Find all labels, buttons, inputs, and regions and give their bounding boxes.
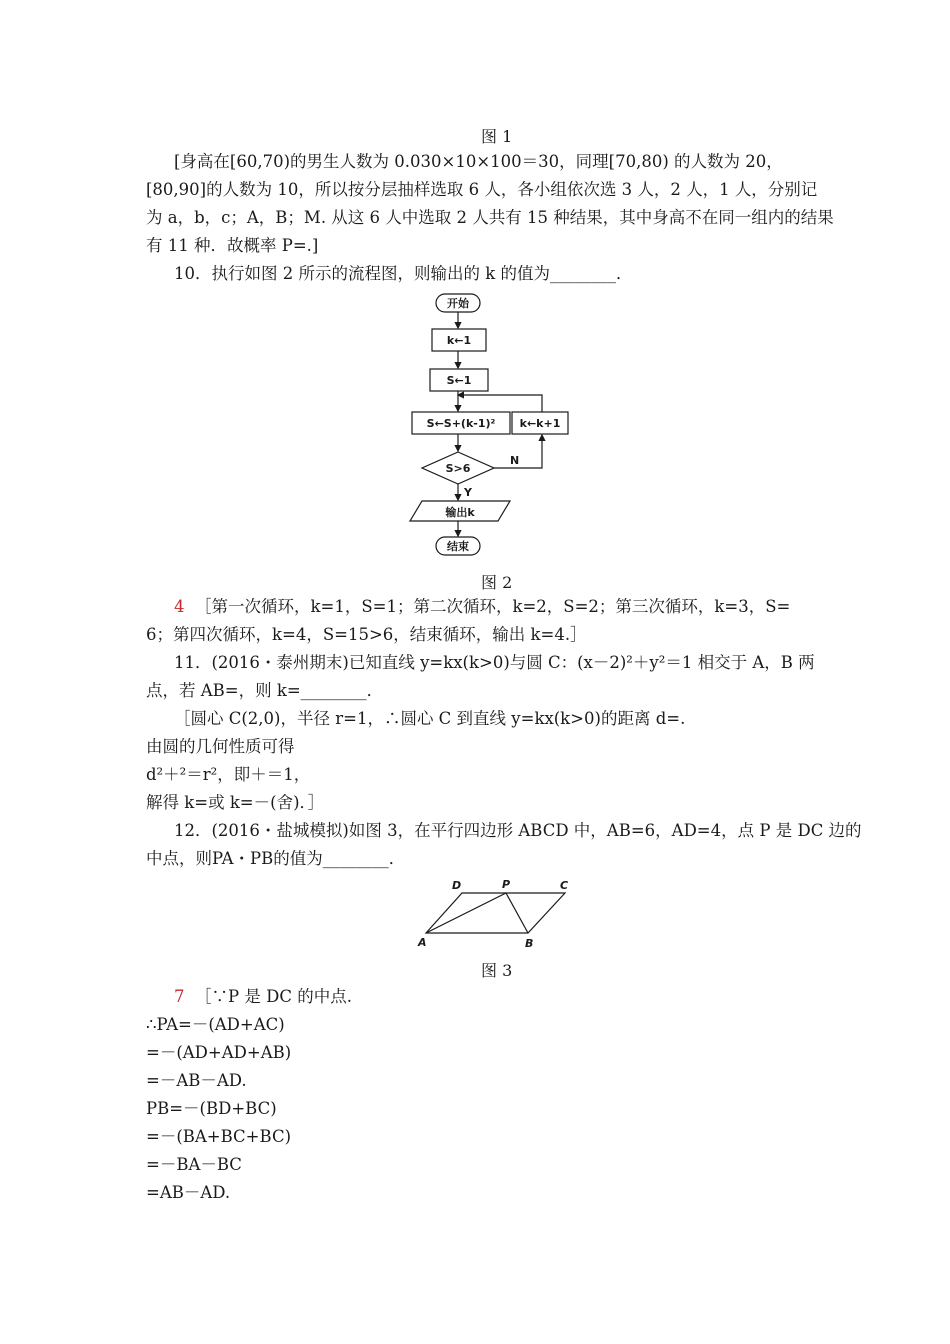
q12-solution-line-4: =－AB－AD. <box>146 1071 247 1090</box>
flowchart <box>400 288 590 563</box>
flowchart-yes-label: Y <box>464 486 472 499</box>
flowchart-condition-label: S>6 <box>445 462 471 475</box>
q10-solution-text: ［第一次循环，k=1，S=1；第二次循环，k=2，S=2；第三次循环，k=3，S= <box>195 597 791 616</box>
parallelogram-figure <box>410 876 580 952</box>
point-p-label: P <box>502 878 511 891</box>
q12-solution-line-6: =－(BA+BC+BC) <box>146 1127 292 1146</box>
vertex-c-label: C <box>560 879 569 892</box>
q10-solution-line-2: 6；第四次循环，k=4，S=15>6，结束循环，输出 k=4.］ <box>146 625 587 644</box>
q11-solution-line-4: 解得 k=或 k=－(舍)．］ <box>146 793 325 812</box>
flowchart-update-s-label: S←S+(k-1)² <box>426 417 496 430</box>
vertex-a-label: A <box>418 936 427 949</box>
question-12-line-2: 中点，则PA・PB的值为________． <box>146 849 406 868</box>
figure-1-caption: 图 1 <box>481 127 513 146</box>
q12-solution-line-1 <box>174 987 352 1007</box>
question-12-line-1: 12．(2016・盐城模拟)如图 3，在平行四边形 ABCD 中，AB=6，AD=4，点 P 是 DC 边的 <box>174 821 862 840</box>
flowchart-init-s-label: S←1 <box>446 374 472 387</box>
q10-solution-line-1 <box>174 597 790 617</box>
q9-solution-line-1: [身高在[60,70)的男生人数为 0.030×10×100＝30，同理[70,80) 的人数为 20， <box>174 152 783 171</box>
q9-solution-line-3: 为 a，b，c；A，B；M. 从这 6 人中选取 2 人共有 15 种结果，其中身高不在同一组内的结果 <box>146 208 834 227</box>
flowchart-start-label: 开始 <box>447 297 469 310</box>
flowchart-output-label: 输出k <box>445 506 475 519</box>
q12-solution-line-2: ∴PA=－(AD+AC) <box>146 1015 285 1034</box>
flowchart-end-label: 结束 <box>447 540 469 553</box>
q11-solution-line-1: ［圆心 C(2,0)，半径 r=1，∴圆心 C 到直线 y=kx(k>0)的距离 d=. <box>174 709 686 728</box>
figure-3-caption: 图 3 <box>481 961 513 980</box>
q12-solution-line-7: =－BA－BC <box>146 1155 242 1174</box>
q9-solution-line-2: [80,90]的人数为 10，所以按分层抽样选取 6 人，各小组依次选 3 人，2 人，1 人，分别记 <box>146 180 818 199</box>
vertex-b-label: B <box>525 937 534 950</box>
flowchart-no-label: N <box>510 454 520 467</box>
question-11-line-2: 点，若 AB=，则 k=________． <box>146 681 384 700</box>
q9-solution-line-4: 有 11 种．故概率 P=.] <box>146 236 319 255</box>
q12-solution-line-3: =－(AD+AD+AB) <box>146 1043 292 1062</box>
q12-solution-line-8: =AB－AD. <box>146 1183 231 1202</box>
question-10: 10．执行如图 2 所示的流程图，则输出的 k 的值为________． <box>174 264 633 283</box>
q10-answer: 4 <box>174 597 185 616</box>
q11-solution-line-2: 由圆的几何性质可得 <box>146 737 295 756</box>
flowchart-update-k-label: k←k+1 <box>519 417 561 430</box>
question-11-line-1: 11．(2016・泰州期末)已知直线 y=kx(k>0)与圆 C：(x－2)²＋y²＝1 相交于 A，B 两 <box>174 653 815 672</box>
q12-solution-line-5: PB=－(BD+BC) <box>146 1099 277 1118</box>
q11-solution-line-3: d²＋²＝r²，即＋＝1， <box>146 765 311 784</box>
q12-solution-text: ［∵P 是 DC 的中点. <box>195 987 352 1006</box>
figure-2-caption: 图 2 <box>481 573 513 592</box>
flowchart-init-k-label: k←1 <box>446 334 472 347</box>
vertex-d-label: D <box>452 879 462 892</box>
q12-answer: 7 <box>174 987 185 1006</box>
